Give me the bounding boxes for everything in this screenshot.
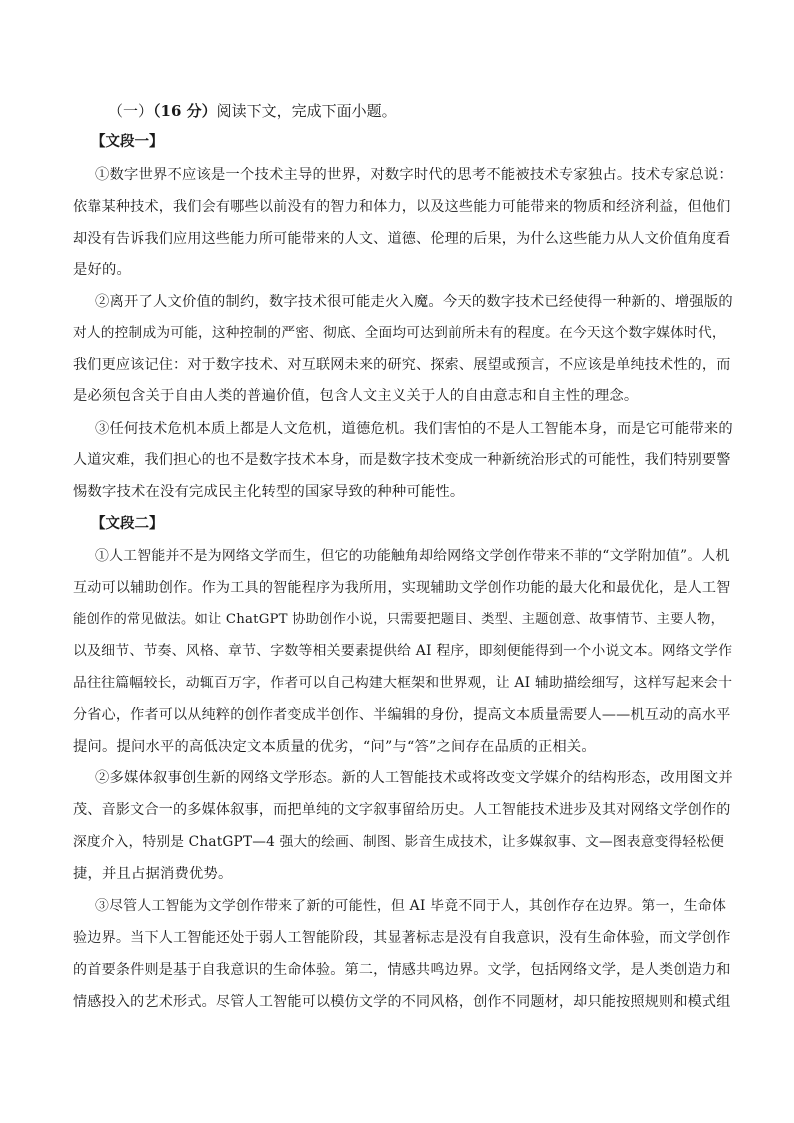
section-one-line: 对人的控制成为可能，这种控制的严密、彻底、全面均可达到前所未有的程度。在今天这个数字媒体时代， [73,325,726,341]
section-two-heading: 【文段二】 [91,515,164,532]
section-two-line: 以及细节、节奏、风格、章节、字数等相关要素提供给 AI 程序，即刻便能得到一个小说文本。网络文学作 [73,643,733,659]
section-two-line: 深度介入，特别是 ChatGPT—4 强大的绘画、制图、影音生成技术，让多媒叙事、文—图表意变得轻松便 [73,834,725,850]
section-two-line: 茂、音影文合一的多媒体叙事，而把单纯的文字叙事留给历史。人工智能技术进步及其对网络文学创作的 [73,802,731,818]
section-one-line: 人道灾难，我们担心的也不是数字技术本身，而是数字技术变成一种新统治形式的可能性，我们特别要警 [73,452,731,468]
section-one-line: 我们更应该记住：对于数字技术、对互联网未来的研究、探索、展望或预言，不应该是单纯技术性的，而 [73,357,731,373]
title-instruction: 阅读下文，完成下面小题。 [216,102,397,120]
section-two-line: ③尽管人工智能为文学创作带来了新的可能性，但 AI 毕竟不同于人，其创作存在边界。第一，生命体 [95,898,727,914]
section-two-line: ①人工智能并不是为网络文学而生，但它的功能触角却给网络文学创作带来不菲的“文学附加值”。人机 [95,548,730,564]
section-two-line: 捷，并且占据消费优势。 [73,866,233,882]
section-one-line: 依靠某种技术，我们会有哪些以前没有的智力和体力，以及这些能力可能带来的物质和经济利益，但他们 [73,199,731,215]
title-score: （16 分） [153,102,217,120]
section-two-line: 情感投入的艺术形式。尽管人工智能可以模仿文学的不同风格，创作不同题材，却只能按照规则和模式组 [73,994,731,1010]
section-two-line: 分省心，作者可以从纯粹的创作者变成半创作、半编辑的身份，提高文本质量需要人——机互动的高水平 [73,707,731,723]
section-one-line: ③任何技术危机本质上都是人文危机，道德危机。我们害怕的不是人工智能本身，而是它可能带来的 [95,421,733,437]
section-two-line: 品往往篇幅较长，动辄百万字，作者可以自己构建大框架和世界观，让 AI 辅助描绘细写，这样写起来会十 [73,675,733,691]
section-one-line: 是好的。 [73,262,131,278]
section-two-line: ②多媒体叙事创生新的网络文学形态。新的人工智能技术或将改变文学媒介的结构形态，改用图文并 [95,770,733,786]
section-one-line: 惕数字技术在没有完成民主化转型的国家导致的种种可能性。 [73,484,465,500]
title-prefix: （一） [108,102,154,120]
section-two-line: 互动可以辅助创作。作为工具的智能程序为我所用，实现辅助文学创作功能的最大化和最优化，是人工智 [73,580,731,596]
section-one-line: ①数字世界不应该是一个技术主导的世界，对数字时代的思考不能被技术专家独占。技术专家总说： [95,167,733,183]
section-two-line: 的首要条件则是基于自我意识的生命体验。第二，情感共鸣边界。文学，包括网络文学，是人类创造力和 [73,962,731,978]
section-one-line: ②离开了人文价值的制约，数字技术很可能走火入魔。今天的数字技术已经使得一种新的、增强版的 [95,294,733,310]
question-title [108,101,397,121]
section-one-heading: 【文段一】 [91,133,164,150]
section-two-line: 能创作的常见做法。如让 ChatGPT 协助创作小说，只需要把题目、类型、主题创意、故事情节、主要人物， [73,612,725,627]
section-one-line: 是必须包含关于自由人类的普遍价值，包含人文主义关于人的自由意志和自主性的理念。 [73,388,639,404]
section-two-line: 提问。提问水平的高低决定文本质量的优劣，“问”与“答”之间存在品质的正相关。 [73,739,596,755]
section-two-line: 验边界。当下人工智能还处于弱人工智能阶段，其显著标志是没有自我意识，没有生命体验，而文学创作 [73,930,731,946]
section-one-line: 却没有告诉我们应用这些能力所可能带来的人文、道德、伦理的后果，为什么这些能力从人文价值角度看 [73,231,731,247]
